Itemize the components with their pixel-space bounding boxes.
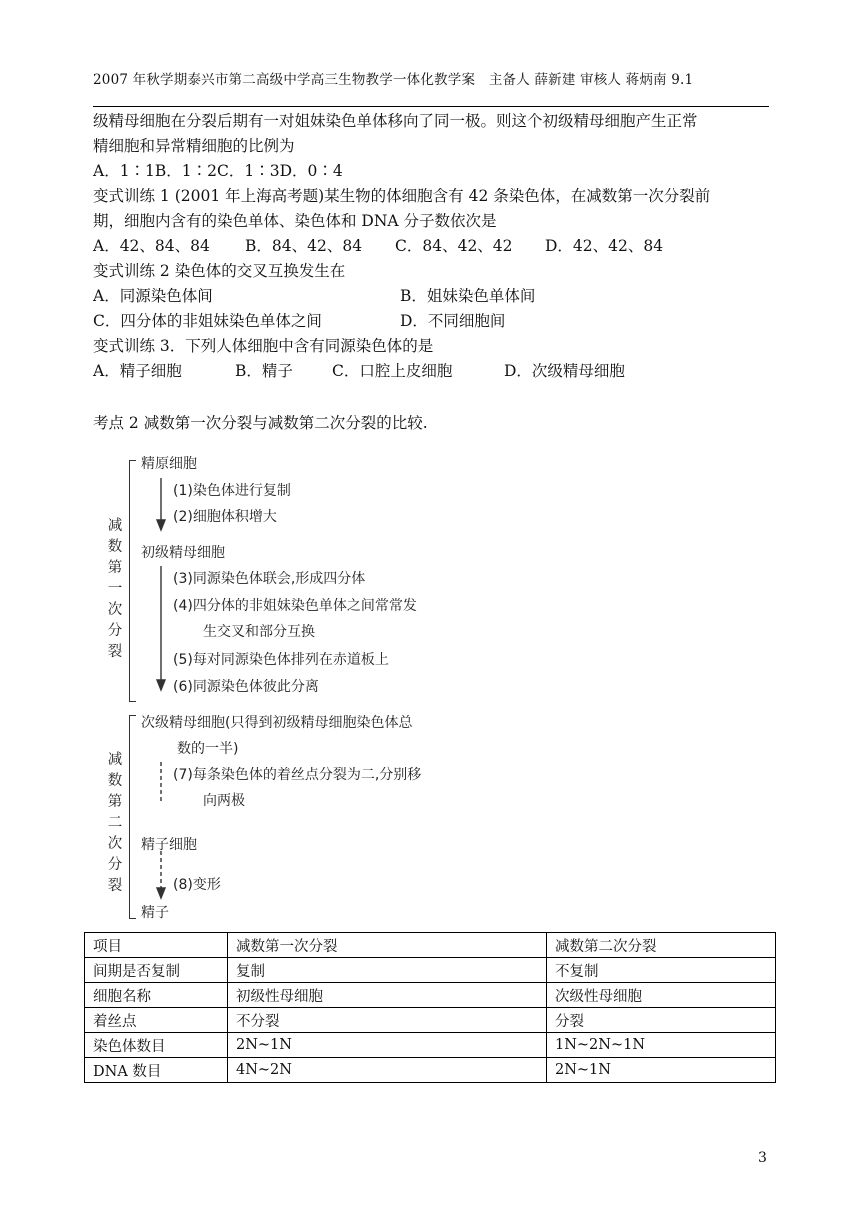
q1-options bbox=[93, 234, 783, 259]
q2-options-row-1 bbox=[93, 284, 783, 309]
page-number: 3 bbox=[758, 1150, 767, 1166]
node-primary-spermatocyte: 初级精母细胞 bbox=[141, 545, 225, 561]
header-rule bbox=[93, 106, 769, 107]
table-cell: 不复制 bbox=[547, 958, 776, 983]
table-header-row bbox=[85, 933, 776, 958]
q2-options-row-2 bbox=[93, 309, 783, 334]
q2-option-b: B．姐妹染色单体间 bbox=[400, 287, 536, 305]
table-row bbox=[85, 1058, 776, 1083]
table-row bbox=[85, 983, 776, 1008]
q3-options bbox=[93, 359, 783, 384]
node-sperm: 精子 bbox=[141, 905, 169, 921]
table-row bbox=[85, 1008, 776, 1033]
table-header-cell: 减数第一次分裂 bbox=[228, 933, 547, 958]
table-row bbox=[85, 958, 776, 983]
q2-option-c: C．四分体的非姐妹染色单体之间 bbox=[93, 312, 322, 330]
table-cell: 2N~1N bbox=[228, 1033, 547, 1058]
table-header-cell: 项目 bbox=[85, 933, 228, 958]
q1-line-1: 变式训练 1 (2001 年上海高考题)某生物的体细胞含有 42 条染色体，在减数第一次分裂前 bbox=[93, 187, 711, 205]
step-2: (2)细胞体积增大 bbox=[173, 509, 277, 525]
table-header-cell: 减数第二次分裂 bbox=[547, 933, 776, 958]
table-cell: 1N~2N~1N bbox=[547, 1033, 776, 1058]
table-cell: 4N~2N bbox=[228, 1058, 547, 1083]
table-cell: 次级性母细胞 bbox=[547, 983, 776, 1008]
intro-line-1: 级精母细胞在分裂后期有一对姐妹染色单体移向了同一极。则这个初级精母细胞产生正常 bbox=[93, 112, 698, 130]
q2-option-a: A．同源染色体间 bbox=[93, 287, 213, 305]
table-cell: 细胞名称 bbox=[85, 983, 228, 1008]
section-title: 考点 2 减数第一次分裂与减数第二次分裂的比较. bbox=[93, 414, 428, 432]
q2-option-d: D．不同细胞间 bbox=[400, 312, 506, 330]
q1-option-d: D．42、42、84 bbox=[545, 237, 664, 255]
step-7a: (7)每条染色体的着丝点分裂为二,分别移 bbox=[173, 767, 422, 783]
intro-line-2: 精细胞和异常精细胞的比例为 bbox=[93, 137, 295, 155]
q3-option-b: B．精子 bbox=[235, 362, 293, 380]
meiosis-1-label: 减 数 第 一 次 分 裂 bbox=[107, 518, 123, 660]
meiosis-diagram bbox=[95, 450, 515, 925]
step-4a: (4)四分体的非姐妹染色单体之间常常发 bbox=[173, 598, 417, 614]
table-row bbox=[85, 1033, 776, 1058]
table-cell: 复制 bbox=[228, 958, 547, 983]
q1-option-b: B．84、42、84 bbox=[245, 237, 363, 255]
q1-option-a: A．42、84、84 bbox=[93, 237, 210, 255]
table-cell: 染色体数目 bbox=[85, 1033, 228, 1058]
page-header: 2007 年秋学期泰兴市第二高级中学高三生物教学一体化教学案 主备人 薛新建 审核人 蒋炳南 9.1 bbox=[93, 72, 694, 88]
q3-option-d: D．次级精母细胞 bbox=[504, 362, 625, 380]
table-cell: 分裂 bbox=[547, 1008, 776, 1033]
q3-title: 变式训练 3．下列人体细胞中含有同源染色体的是 bbox=[93, 337, 434, 355]
table-cell: 间期是否复制 bbox=[85, 958, 228, 983]
table-cell: 初级性母细胞 bbox=[228, 983, 547, 1008]
node-secondary-spermatocyte: 次级精母细胞(只得到初级精母细胞染色体总 bbox=[141, 715, 413, 731]
q3-option-a: A．精子细胞 bbox=[93, 362, 182, 380]
q3-option-c: C．口腔上皮细胞 bbox=[332, 362, 453, 380]
comparison-table bbox=[84, 932, 776, 1083]
table-cell: 不分裂 bbox=[228, 1008, 547, 1033]
table-cell: DNA 数目 bbox=[85, 1058, 228, 1083]
step-8: (8)变形 bbox=[173, 877, 221, 893]
q0-options: A．1∶1B．1∶2C．1∶3D．0∶4 bbox=[93, 162, 343, 180]
step-1: (1)染色体进行复制 bbox=[173, 483, 291, 499]
step-7b: 向两极 bbox=[203, 793, 245, 809]
q1-option-c: C．84、42、42 bbox=[395, 237, 513, 255]
q1-line-2: 期，细胞内含有的染色单体、染色体和 DNA 分子数依次是 bbox=[93, 212, 497, 230]
main-text bbox=[93, 109, 783, 436]
q2-title: 变式训练 2 染色体的交叉互换发生在 bbox=[93, 262, 346, 280]
step-3: (3)同源染色体联会,形成四分体 bbox=[173, 571, 366, 587]
node-secondary-note: 数的一半) bbox=[177, 741, 239, 757]
table-cell: 2N~1N bbox=[547, 1058, 776, 1083]
step-6: (6)同源染色体彼此分离 bbox=[173, 679, 319, 695]
step-5: (5)每对同源染色体排列在赤道板上 bbox=[173, 652, 389, 668]
node-spermatid: 精子细胞 bbox=[141, 837, 197, 853]
node-spermatogonium: 精原细胞 bbox=[141, 456, 197, 472]
table-cell: 着丝点 bbox=[85, 1008, 228, 1033]
step-4b: 生交叉和部分互换 bbox=[203, 624, 315, 640]
meiosis-2-label: 减 数 第 二 次 分 裂 bbox=[107, 752, 123, 894]
